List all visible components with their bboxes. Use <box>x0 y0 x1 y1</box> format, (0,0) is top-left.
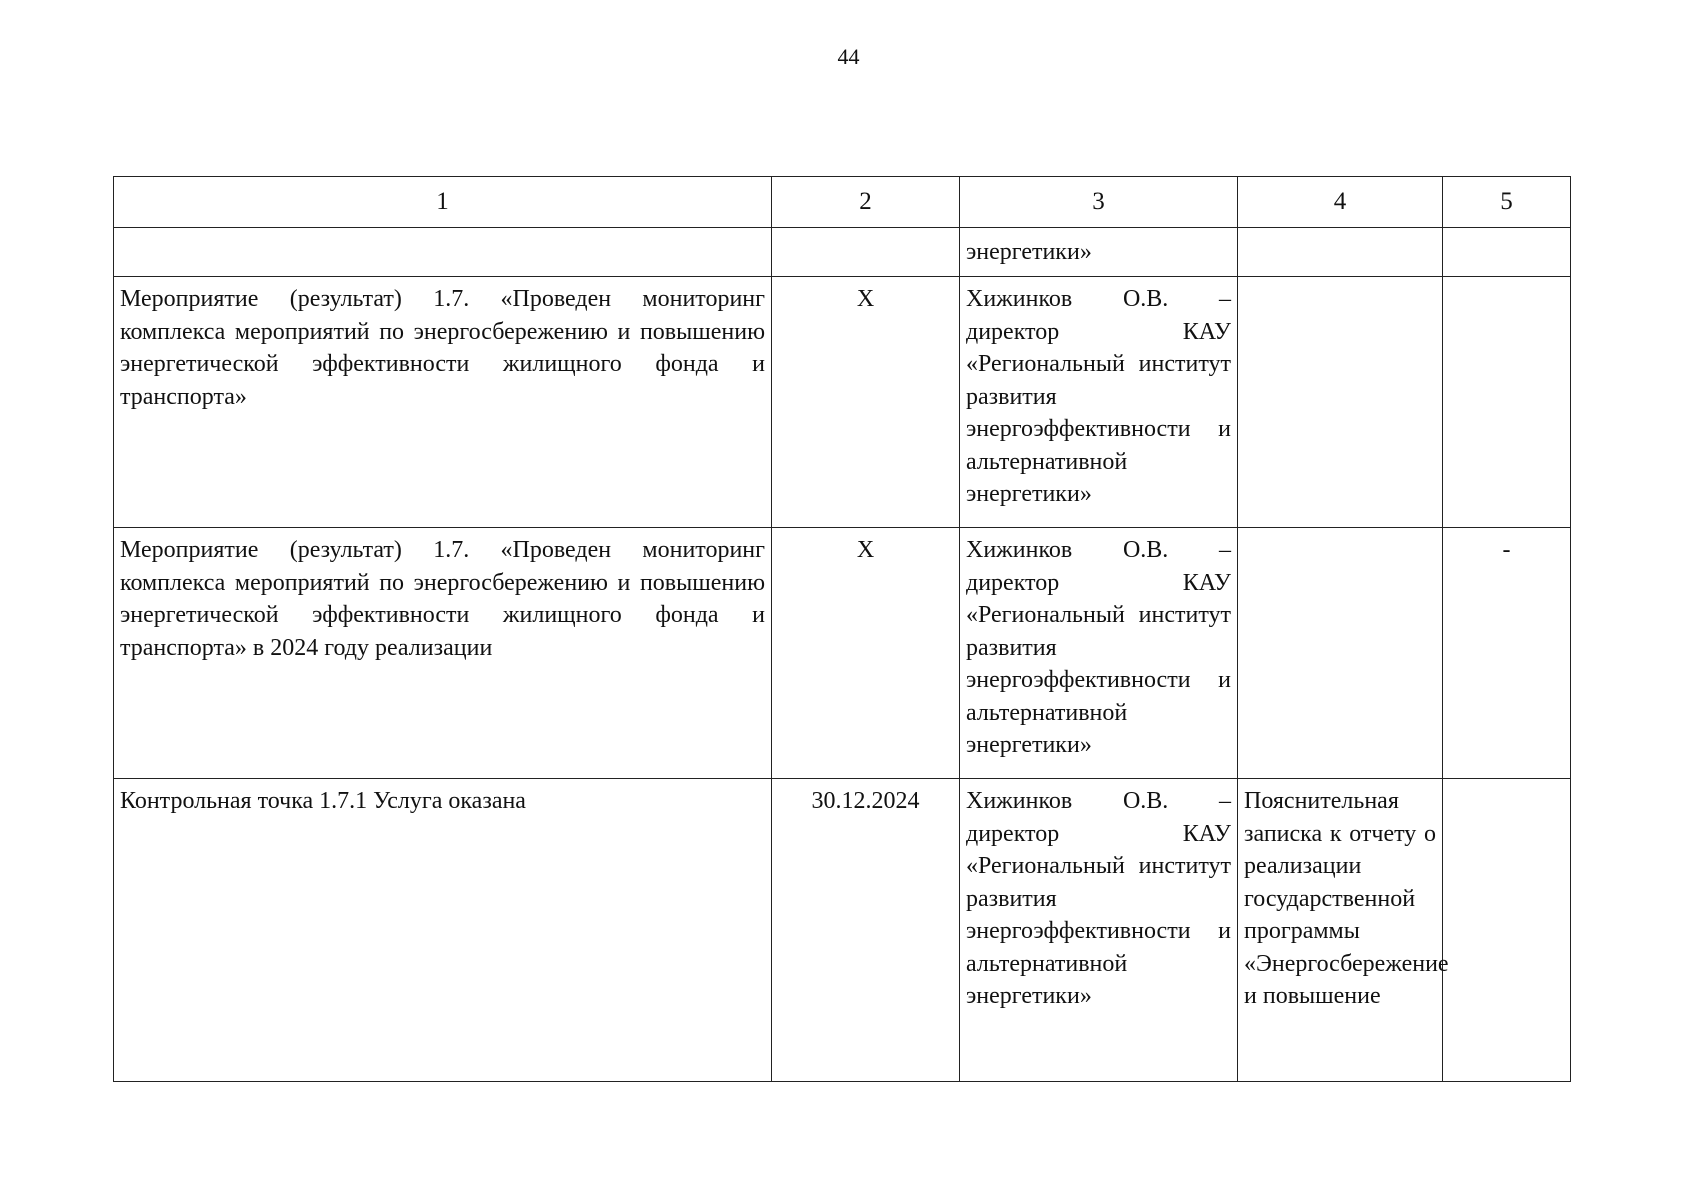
events-table <box>113 176 1571 1082</box>
continuation-row <box>114 228 1571 277</box>
info-system-cell <box>1443 277 1571 528</box>
deadline-cell: X <box>772 528 960 779</box>
table-row <box>114 779 1571 1082</box>
header-cell-5: 5 <box>1443 177 1571 228</box>
table-row <box>114 277 1571 528</box>
info-system-cell <box>1443 779 1571 1082</box>
header-cell-1: 1 <box>114 177 772 228</box>
cont-cell-1 <box>114 228 772 277</box>
cont-cell-4 <box>1238 228 1443 277</box>
deadline-cell: 30.12.2024 <box>772 779 960 1082</box>
cont-cell-5 <box>1443 228 1571 277</box>
responsible-cell: Хижинков О.В. – директор КАУ «Региональный институт развития энергоэффективности и альтернативной энергетики» <box>960 528 1238 779</box>
document-cell <box>1238 277 1443 528</box>
table-row <box>114 528 1571 779</box>
header-cell-3: 3 <box>960 177 1238 228</box>
page-number: 44 <box>837 44 860 69</box>
event-name-cell: Мероприятие (результат) 1.7. «Проведен мониторинг комплекса мероприятий по энергосбережению и повышению энергетической эффективности жилищного фонда и транспорта» в 2024 году реализации <box>114 528 772 779</box>
document-cell <box>1238 528 1443 779</box>
cont-cell-3: энергетики» <box>960 228 1238 277</box>
document-cell: Пояснительная записка к отчету о реализации государственной программы «Энергосбережение и повышение <box>1238 779 1443 1082</box>
responsible-cell: Хижинков О.В. – директор КАУ «Региональный институт развития энергоэффективности и альтернативной энергетики» <box>960 779 1238 1082</box>
header-cell-2: 2 <box>772 177 960 228</box>
deadline-cell: X <box>772 277 960 528</box>
responsible-cell: Хижинков О.В. – директор КАУ «Региональный институт развития энергоэффективности и альтернативной энергетики» <box>960 277 1238 528</box>
event-name-cell: Контрольная точка 1.7.1 Услуга оказана <box>114 779 772 1082</box>
table-header-row <box>114 177 1571 228</box>
header-cell-4: 4 <box>1238 177 1443 228</box>
event-name-cell: Мероприятие (результат) 1.7. «Проведен мониторинг комплекса мероприятий по энергосбережению и повышению энергетической эффективности жилищного фонда и транспорта» <box>114 277 772 528</box>
cont-cell-2 <box>772 228 960 277</box>
info-system-cell: - <box>1443 528 1571 779</box>
